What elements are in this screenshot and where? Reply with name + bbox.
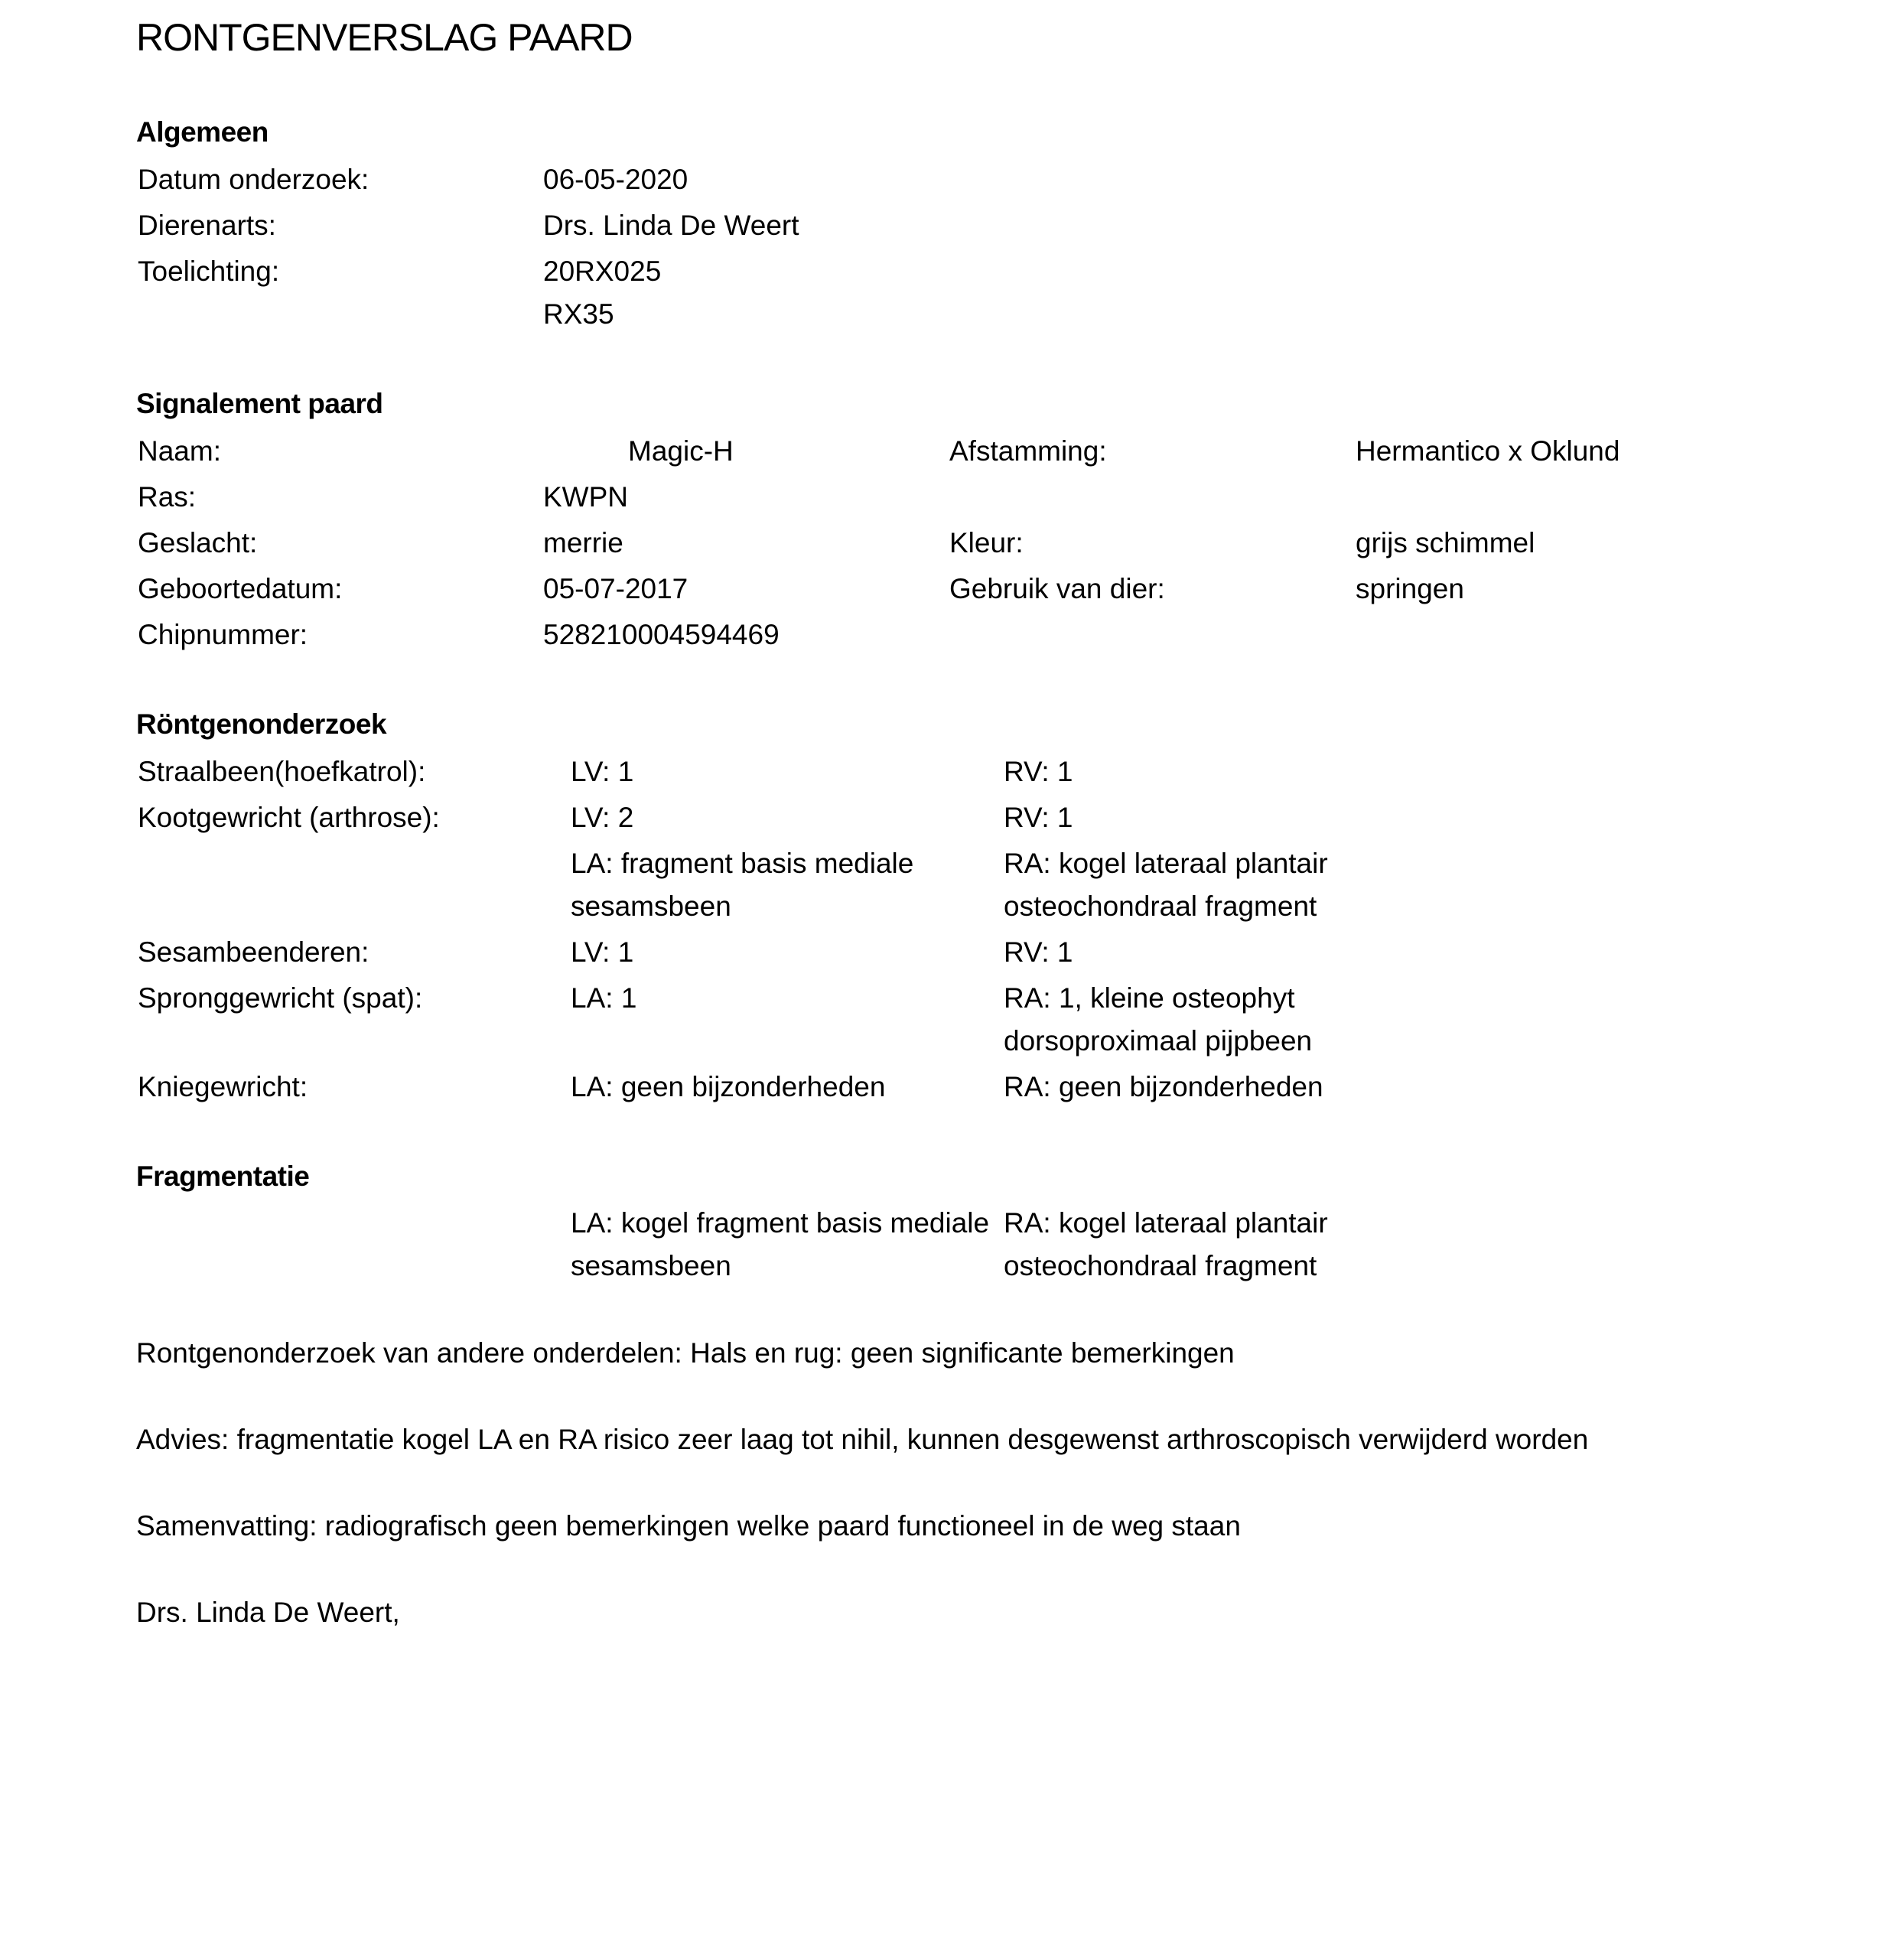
toelichting-value-line-2: RX35 — [543, 298, 614, 330]
koot-note-right-line-1: RA: kogel lateraal plantair — [1004, 848, 1328, 879]
fragmentatie-right-line-2: osteochondraal fragment — [1004, 1250, 1317, 1281]
geboortedatum-label: Geboortedatum: — [138, 573, 343, 604]
datum-value: 06-05-2020 — [543, 164, 688, 195]
samenvatting-paragraph: Samenvatting: radiografisch geen bemerkingen welke paard functioneel in de weg staan — [136, 1510, 1241, 1542]
kootgewricht-right: RV: 1 — [1004, 802, 1073, 833]
straalbeen-right: RV: 1 — [1004, 756, 1073, 787]
fragmentatie-right-line-1: RA: kogel lateraal plantair — [1004, 1207, 1328, 1239]
spronggewricht-left: LA: 1 — [571, 982, 637, 1014]
dierenarts-label: Dierenarts: — [138, 210, 276, 241]
afstamming-value: Hermantico x Oklund — [1356, 435, 1620, 467]
section-heading-rontgenonderzoek: Röntgenonderzoek — [136, 708, 387, 740]
geslacht-label: Geslacht: — [138, 527, 258, 558]
koot-note-left-line-2: sesamsbeen — [571, 890, 731, 922]
spronggewricht-right-line-1: RA: 1, kleine osteophyt — [1004, 982, 1295, 1014]
koot-note-right-line-2: osteochondraal fragment — [1004, 890, 1317, 922]
naam-value: Magic-H — [628, 435, 734, 467]
section-heading-signalement: Signalement paard — [136, 388, 383, 419]
fragmentatie-left-line-2: sesamsbeen — [571, 1250, 731, 1281]
kniegewricht-label: Kniegewricht: — [138, 1071, 308, 1102]
report-title: RONTGENVERSLAG PAARD — [136, 16, 633, 59]
chipnummer-value: 528210004594469 — [543, 619, 780, 650]
dierenarts-value: Drs. Linda De Weert — [543, 210, 799, 241]
kleur-value: grijs schimmel — [1356, 527, 1535, 558]
geslacht-value: merrie — [543, 527, 623, 558]
kniegewricht-left: LA: geen bijzonderheden — [571, 1071, 886, 1102]
andere-onderdelen-paragraph: Rontgenonderzoek van andere onderdelen: Hals en rug: geen significante bemerkingen — [136, 1337, 1235, 1369]
gebruik-label: Gebruik van dier: — [949, 573, 1165, 604]
kootgewricht-left: LV: 2 — [571, 802, 634, 833]
ras-value: KWPN — [543, 481, 628, 513]
datum-label: Datum onderzoek: — [138, 164, 369, 195]
fragmentatie-left-line-1: LA: kogel fragment basis mediale — [571, 1207, 990, 1239]
gebruik-value: springen — [1356, 573, 1464, 604]
chipnummer-label: Chipnummer: — [138, 619, 308, 650]
naam-label: Naam: — [138, 435, 221, 467]
spronggewricht-right-line-2: dorsoproximaal pijpbeen — [1004, 1025, 1313, 1057]
toelichting-value-line-1: 20RX025 — [543, 256, 662, 287]
sesambeenderen-left: LV: 1 — [571, 936, 634, 968]
afstamming-label: Afstamming: — [949, 435, 1107, 467]
ras-label: Ras: — [138, 481, 197, 513]
straalbeen-label: Straalbeen(hoefkatrol): — [138, 756, 426, 787]
kleur-label: Kleur: — [949, 527, 1024, 558]
signature-line: Drs. Linda De Weert, — [136, 1597, 400, 1628]
kootgewricht-label: Kootgewricht (arthrose): — [138, 802, 440, 833]
kniegewricht-right: RA: geen bijzonderheden — [1004, 1071, 1323, 1102]
advies-paragraph: Advies: fragmentatie kogel LA en RA risico zeer laag tot nihil, kunnen desgewenst arthroscopisch verwijderd worden — [136, 1424, 1589, 1455]
toelichting-label: Toelichting: — [138, 256, 280, 287]
sesambeenderen-label: Sesambeenderen: — [138, 936, 369, 968]
koot-note-left-line-1: LA: fragment basis mediale — [571, 848, 914, 879]
straalbeen-left: LV: 1 — [571, 756, 634, 787]
geboortedatum-value: 05-07-2017 — [543, 573, 688, 604]
sesambeenderen-right: RV: 1 — [1004, 936, 1073, 968]
section-heading-fragmentatie: Fragmentatie — [136, 1161, 310, 1192]
section-heading-algemeen: Algemeen — [136, 116, 269, 148]
spronggewricht-label: Spronggewricht (spat): — [138, 982, 423, 1014]
